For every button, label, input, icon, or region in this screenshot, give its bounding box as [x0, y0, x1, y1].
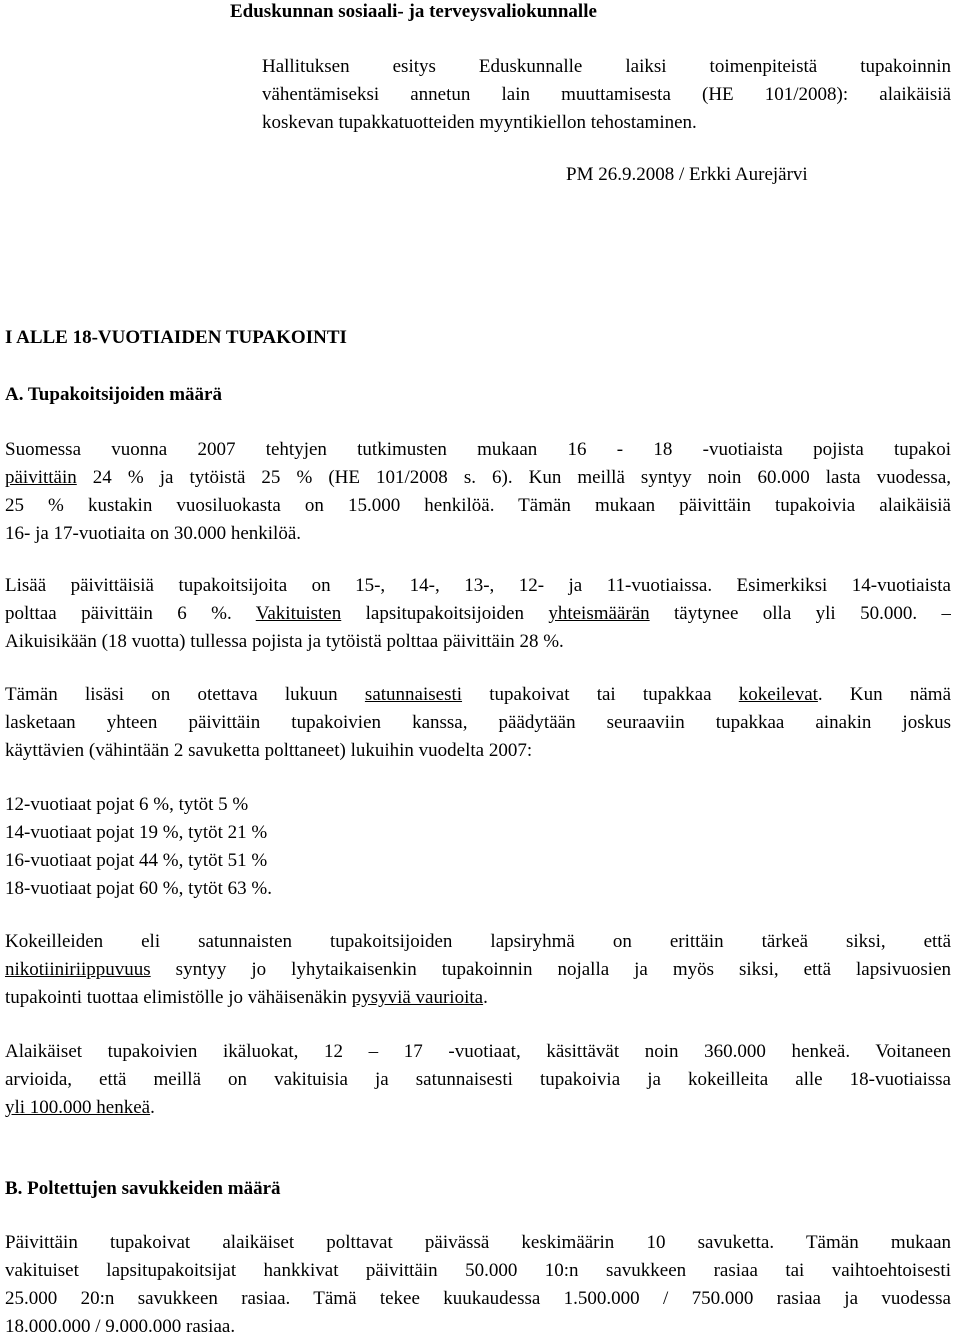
- subject: [262, 53, 951, 137]
- subsection-a-title: A. Tupakoitsijoiden määrä: [5, 384, 222, 405]
- text-line: [5, 600, 951, 628]
- text-span: tupakoivat tai tupakkaa: [462, 684, 739, 705]
- underlined-word: kokeilevat: [738, 684, 818, 705]
- paragraph-1: [5, 436, 951, 548]
- text-line: [5, 956, 951, 984]
- section-title: I ALLE 18-VUOTIAIDEN TUPAKOINTI: [5, 327, 347, 348]
- text-line: [5, 984, 951, 1012]
- underlined-word: päivittäin: [5, 467, 77, 488]
- paragraph-6: [5, 1229, 951, 1341]
- list-item: 12-vuotiaat pojat 6 %, tytöt 5 %: [5, 794, 249, 815]
- text-span: Tämän lisäsi on otettava lukuun: [5, 684, 365, 705]
- text-line: [5, 681, 951, 709]
- text-line: 18.000.000 / 9.000.000 rasiaa.: [5, 1316, 236, 1337]
- text-line: Päivittäin tupakoivat alaikäiset polttavat päivässä keskimäärin 10 savuketta. Tämän mukaan: [5, 1232, 951, 1253]
- subject-line: koskevan tupakkatuotteiden myyntikiellon tehostaminen.: [262, 112, 697, 133]
- text-span: .: [150, 1097, 155, 1118]
- subsection-b-title: B. Poltettujen savukkeiden määrä: [5, 1178, 281, 1199]
- text-line: Kokeilleiden eli satunnaisten tupakoitsijoiden lapsiryhmä on erittäin tärkeä siksi, että: [5, 931, 951, 952]
- paragraph-3: [5, 681, 951, 765]
- text-span: syntyy jo lyhytaikaisenkin tupakoinnin nojalla ja myös siksi, että lapsivuosien: [150, 959, 951, 980]
- text-line: Suomessa vuonna 2007 tehtyjen tutkimusten mukaan 16 - 18 -vuotiaista pojista tupakoi: [5, 439, 951, 460]
- paragraph-2: [5, 572, 951, 656]
- text-line: lasketaan yhteen päivittäin tupakoivien kanssa, päädytään seuraaviin tupakkaa ainakin joskus: [5, 712, 951, 733]
- list-item: 14-vuotiaat pojat 19 %, tytöt 21 %: [5, 822, 268, 843]
- text-span: tupakointi tuottaa elimistölle jo vähäisenäkin: [5, 987, 352, 1008]
- underlined-word: Vakituisten: [255, 603, 342, 624]
- text-span: lapsitupakoitsijoiden: [341, 603, 549, 624]
- underlined-word: yli 100.000 henkeä: [5, 1097, 151, 1118]
- text-span: . Kun nämä: [817, 684, 951, 705]
- text-line: Alaikäiset tupakoivien ikäluokat, 12 – 17 -vuotiaat, käsittävät noin 360.000 henkeä. Voitaneen: [5, 1041, 951, 1062]
- text-line: [5, 1094, 951, 1122]
- addressee: Eduskunnan sosiaali- ja terveysvaliokunnalle: [230, 1, 597, 22]
- text-span: 24 % ja tytöistä 25 % (HE 101/2008 s. 6). Kun meillä syntyy noin 60.000 lasta vuodessa,: [76, 467, 951, 488]
- underlined-word: yhteismäärän: [548, 603, 650, 624]
- underlined-word: nikotiiniriippuvuus: [5, 959, 151, 980]
- text-line: Lisää päivittäisiä tupakoitsijoita on 15-, 14-, 13-, 12- ja 11-vuotiaissa. Esimerkiksi 14-vuotiaista: [5, 575, 951, 596]
- text-line: 25.000 20:n savukkeen rasiaa. Tämä tekee kuukaudessa 1.500.000 / 750.000 rasiaa ja vuodessa: [5, 1288, 951, 1309]
- text-line: vakituiset lapsitupakoitsijat hankkivat päivittäin 50.000 10:n savukkeen rasiaa tai vaihtoehtoisesti: [5, 1260, 951, 1281]
- text-line: arvioida, että meillä on vakituisia ja satunnaisesti tupakoivia ja kokeilleita alle 18-vuotiaissa: [5, 1069, 951, 1090]
- subject-line: Hallituksen esitys Eduskunnalle laiksi toimenpiteistä tupakoinnin: [262, 56, 951, 77]
- text-span: polttaa päivittäin 6 %.: [5, 603, 256, 624]
- underlined-word: satunnaisesti: [364, 684, 463, 705]
- text-span: täytynee olla yli 50.000. –: [649, 603, 951, 624]
- text-line: käyttävien (vähintään 2 savuketta polttaneet) lukuihin vuodelta 2007:: [5, 740, 533, 761]
- date-author: PM 26.9.2008 / Erkki Aurejärvi: [566, 164, 808, 185]
- subject-line: vähentämiseksi annetun lain muuttamisesta (HE 101/2008): alaikäisiä: [262, 84, 951, 105]
- text-span: .: [483, 987, 488, 1008]
- age-stats-list: [5, 791, 272, 903]
- text-line: 16- ja 17-vuotiaita on 30.000 henkilöä.: [5, 523, 302, 544]
- paragraph-4: [5, 928, 951, 1012]
- text-line: 25 % kustakin vuosiluokasta on 15.000 henkilöä. Tämän mukaan päivittäin tupakoivia alaikäisiä: [5, 495, 951, 516]
- list-item: 16-vuotiaat pojat 44 %, tytöt 51 %: [5, 850, 268, 871]
- list-item: 18-vuotiaat pojat 60 %, tytöt 63 %.: [5, 878, 273, 899]
- underlined-word: pysyviä vaurioita: [351, 987, 484, 1008]
- text-line: [5, 464, 951, 492]
- paragraph-5: [5, 1038, 951, 1122]
- text-line: Aikuisikään (18 vuotta) tullessa pojista ja tytöistä polttaa päivittäin 28 %.: [5, 631, 564, 652]
